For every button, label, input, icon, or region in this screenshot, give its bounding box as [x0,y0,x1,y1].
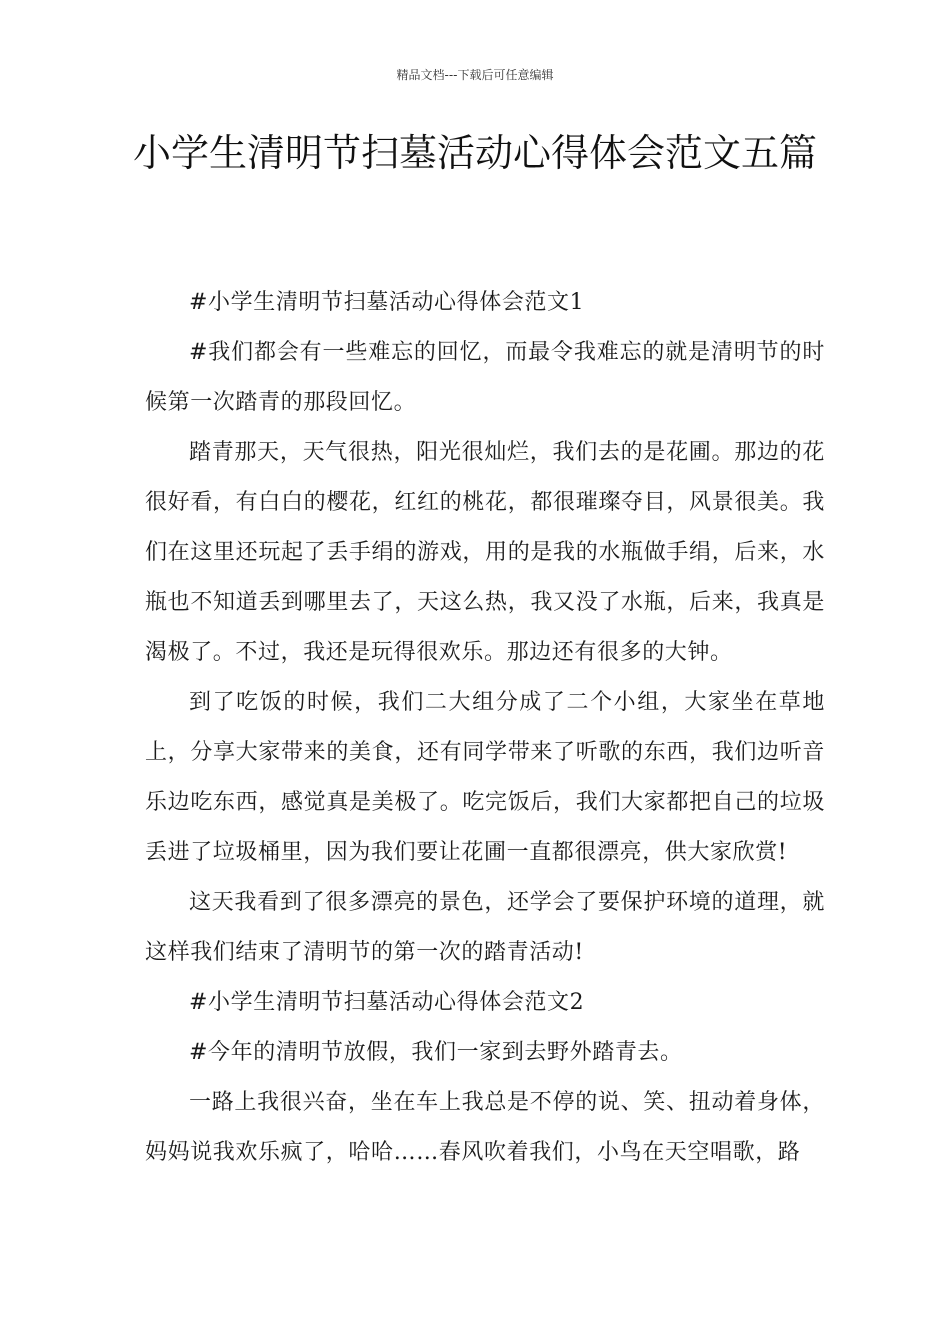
document-title: 小学生清明节扫墓活动心得体会范文五篇 [132,131,817,175]
section-heading-2: #小学生清明节扫墓活动心得体会范文2 [189,990,585,1015]
paragraph: 到了吃饭的时候，我们二大组分成了二个小组，大家坐在草地上，分享大家带来的美食，还有同学带来了听歌的东西，我们边听音乐边吃东西，感觉真是美极了。吃完饭后，我们大家都把自己的垃圾丢进了垃圾桶里，因为我们要让花圃一直都很漂亮，供大家欣赏! [145,690,825,865]
document-body [145,278,825,1178]
paragraph: 踏青那天，天气很热，阳光很灿烂，我们去的是花圃。那边的花很好看，有白白的樱花，红红的桃花，都很璀璨夺目，风景很美。我们在这里还玩起了丢手绢的游戏，用的是我的水瓶做手绢，后来，水瓶也不知道丢到哪里去了，天这么热，我又没了水瓶，后来，我真是渴极了。不过，我还是玩得很欢乐。那边还有很多的大钟。 [145,440,825,665]
paragraph: 一路上我很兴奋，坐在车上我总是不停的说、笑、扭动着身体，妈妈说我欢乐疯了，哈哈……春风吹着我们，小鸟在天空唱歌，路 [145,1090,825,1165]
header-note: 精品文档---下载后可任意编辑 [396,68,554,82]
paragraph: 这天我看到了很多漂亮的景色，还学会了要保护环境的道理，就这样我们结束了清明节的第一次的踏青活动! [145,890,825,965]
paragraph: #我们都会有一些难忘的回忆，而最令我难忘的就是清明节的时候第一次踏青的那段回忆。 [145,340,825,415]
section-heading-1: #小学生清明节扫墓活动心得体会范文1 [189,290,585,315]
paragraph: #今年的清明节放假，我们一家到去野外踏青去。 [189,1040,683,1065]
